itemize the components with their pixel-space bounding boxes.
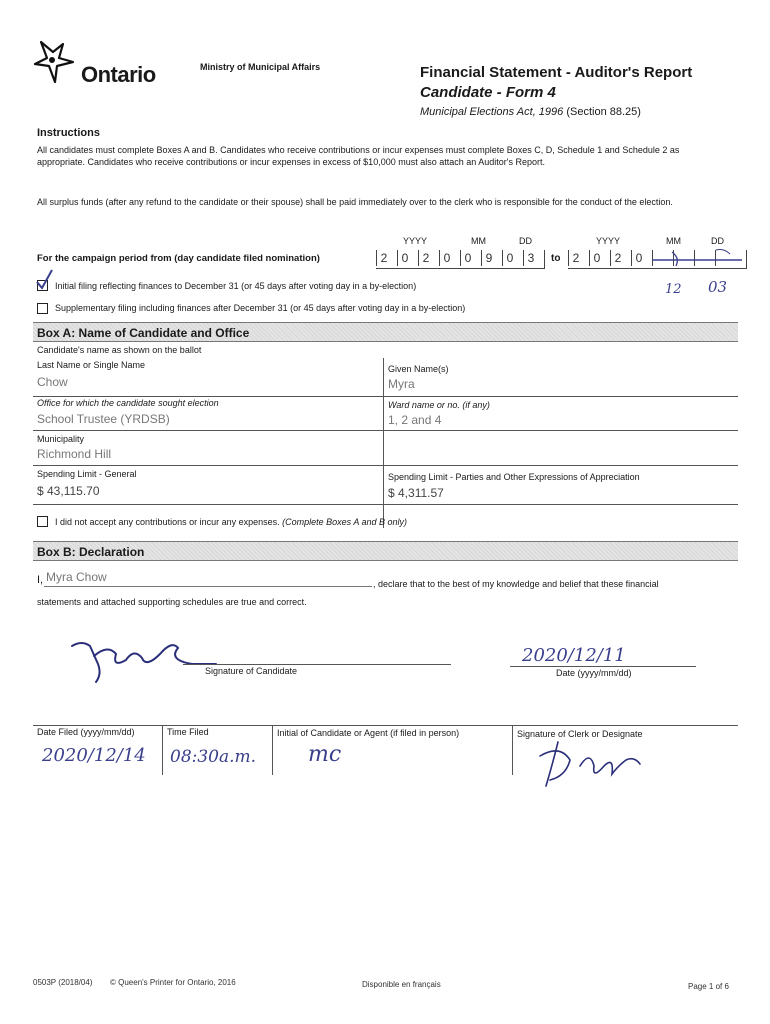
- clerk-signature-label: Signature of Clerk or Designate: [517, 729, 643, 739]
- col-yyyy-from: YYYY: [403, 236, 428, 246]
- trillium-icon: [33, 38, 81, 86]
- signature-candidate-label: Signature of Candidate: [205, 666, 298, 676]
- from-digit: 0: [397, 250, 412, 266]
- spending-parties-field[interactable]: $ 4,311.57: [388, 486, 444, 500]
- to-label: to: [551, 253, 561, 264]
- spending-general-field[interactable]: $ 43,115.70: [37, 484, 100, 498]
- hand-day-correction: 03: [708, 278, 728, 296]
- no-contributions-row: [55, 516, 407, 528]
- from-digit: 0: [439, 250, 454, 266]
- given-name-label: Given Name(s): [388, 364, 449, 374]
- to-digit: 2: [568, 250, 583, 266]
- act-section: (Section 88.25): [566, 106, 641, 118]
- clerk-signature: [530, 736, 650, 796]
- time-filed-label: Time Filed: [167, 727, 209, 737]
- hand-month-correction: 12: [665, 282, 682, 297]
- supplementary-filing-checkbox[interactable]: [37, 303, 48, 314]
- candidate-signature: [68, 634, 218, 686]
- office-label: Office for which the candidate sought election: [37, 398, 219, 408]
- signature-date: 2020/12/11: [522, 645, 626, 666]
- from-digit: 2: [376, 250, 391, 266]
- from-digit: 2: [418, 250, 433, 266]
- office-field[interactable]: School Trustee (YRDSB): [37, 412, 170, 426]
- instructions-para-1: All candidates must complete Boxes A and B. Candidates who receive contributions or incur expenses must complete Boxes C, D, Schedule 1 and Schedule 2 as appropriate. Candidates who receive contributions or incur expenses in excess of $10,000 must also attach an Auditor's Report.: [37, 145, 680, 167]
- from-digit: 3: [523, 250, 538, 266]
- act-name: Municipal Elections Act, 1996: [420, 106, 564, 118]
- name-on-ballot-label: Candidate's name as shown on the ballot: [37, 345, 202, 355]
- ontario-logo: [33, 38, 183, 88]
- ward-field[interactable]: 1, 2 and 4: [388, 413, 442, 427]
- period-from-date[interactable]: [376, 250, 545, 269]
- form-code: 0503P (2018/04): [33, 978, 93, 987]
- col-mm-to: MM: [666, 236, 681, 246]
- given-name-field[interactable]: Myra: [388, 377, 415, 391]
- box-a-heading: Box A: Name of Candidate and Office: [33, 322, 738, 342]
- declarant-name-field[interactable]: Myra Chow: [46, 570, 107, 584]
- initial-label: Initial of Candidate or Agent (if filed in person): [277, 728, 460, 738]
- instructions-heading: Instructions: [37, 127, 100, 139]
- act-reference: [420, 106, 641, 118]
- to-digit: 0: [631, 250, 646, 266]
- col-dd-from: DD: [519, 236, 532, 246]
- col-mm-from: MM: [471, 236, 486, 246]
- initial-field[interactable]: mc: [308, 742, 342, 767]
- no-contributions-checkbox[interactable]: [37, 516, 48, 527]
- initial-filing-label: Initial filing reflecting finances to December 31 (or 45 days after voting day in a by-election): [55, 281, 417, 291]
- no-contributions-label: I did not accept any contributions or incur any expenses.: [55, 517, 280, 527]
- form-subtitle: Candidate - Form 4: [420, 84, 556, 101]
- checkmark-icon: [34, 268, 54, 290]
- last-name-field[interactable]: Chow: [37, 375, 68, 389]
- date-filed-field[interactable]: 2020/12/14: [42, 745, 146, 766]
- from-digit: 0: [502, 250, 517, 266]
- copyright: © Queen's Printer for Ontario, 2016: [110, 978, 236, 987]
- spending-parties-label: Spending Limit - Parties and Other Expressions of Appreciation: [388, 472, 640, 482]
- col-yyyy-to: YYYY: [596, 236, 621, 246]
- french-availability: Disponible en français: [362, 980, 441, 989]
- to-digit: 2: [610, 250, 625, 266]
- to-digit: 0: [589, 250, 604, 266]
- col-dd-to: DD: [711, 236, 724, 246]
- box-b-heading: Box B: Declaration: [33, 541, 738, 561]
- last-name-label: Last Name or Single Name: [37, 360, 146, 370]
- instructions-para-2: All surplus funds (after any refund to the candidate or their spouse) shall be paid immediately over to the clerk who is responsible for the conduct of the election.: [37, 197, 673, 207]
- page-number: Page 1 of 6: [688, 982, 729, 991]
- from-digit: 0: [460, 250, 475, 266]
- declaration-text: , declare that to the best of my knowledge and belief that these financial: [373, 579, 659, 589]
- logo-wordmark: Ontario: [81, 62, 156, 87]
- spending-general-label: Spending Limit - General: [37, 469, 137, 479]
- time-filed-field[interactable]: 08:30a.m.: [170, 747, 257, 767]
- signature-line: [183, 664, 451, 665]
- declaration-text-2: statements and attached supporting schedules are true and correct.: [37, 597, 307, 607]
- declaration-i: I,: [37, 574, 44, 586]
- ward-label: Ward name or no. (if any): [388, 400, 490, 410]
- ministry-name: Ministry of Municipal Affairs: [200, 62, 321, 72]
- form-title: Financial Statement - Auditor's Report: [420, 64, 693, 81]
- signature-date-label: Date (yyyy/mm/dd): [556, 668, 632, 678]
- from-digit: 9: [481, 250, 496, 266]
- period-label: For the campaign period from (day candidate filed nomination): [37, 253, 320, 264]
- no-contributions-note: (Complete Boxes A and B only): [282, 517, 408, 527]
- municipality-field[interactable]: Richmond Hill: [37, 447, 112, 461]
- strikeout-mark: [650, 244, 750, 274]
- date-filed-label: Date Filed (yyyy/mm/dd): [37, 727, 135, 737]
- municipality-label: Municipality: [37, 434, 85, 444]
- supplementary-filing-label: Supplementary filing including finances after December 31 (or 45 days after voting day in a by-election): [55, 303, 466, 313]
